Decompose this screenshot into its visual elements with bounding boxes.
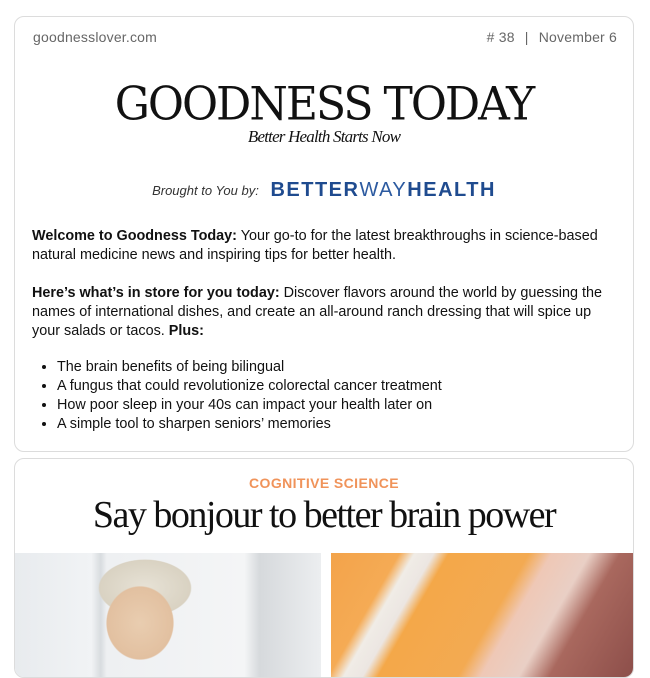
list-item: • A simple tool to sharpen seniors’ memories [57,415,442,434]
list-item: • The brain benefits of being bilingual [57,358,442,377]
plus-bold: Plus: [168,323,204,339]
issue-number: # 38 [486,29,515,45]
tagline: Better Health Starts Now [247,127,401,146]
separator: | [524,29,529,45]
issue-info [487,29,617,45]
store-bold: Here’s what’s in store for you today: [32,285,280,301]
masthead-logo [15,78,633,132]
article-card [14,458,634,678]
article-category: COGNITIVE SCIENCE [249,475,399,491]
store-text: Discover flavors around the world by guessing the names of international dishes, and create an all-around ranch dressing that will spice up your salads or tacos. [32,285,602,339]
brand-text-1: BETTER [270,179,360,201]
sponsor-label: Brought to You by: [152,183,259,198]
intro-text [32,227,611,360]
issue-date: November 6 [538,29,617,45]
list-item: • A fungus that could revolutionize colorectal cancer treatment [57,377,442,396]
brand-text-3: HEALTH [407,179,496,201]
site-link[interactable]: goodnesslover.com [33,29,158,45]
brand-text-2: WAY [359,179,408,201]
woman-photo-image[interactable] [15,553,321,678]
brain-tissue-image[interactable] [331,553,634,678]
logo-text-dots: SS [315,77,372,132]
welcome-paragraph [32,227,611,265]
highlights-list [32,358,442,434]
store-paragraph [32,284,611,341]
intro-card [14,16,634,452]
sponsor-line [15,179,633,202]
welcome-bold: Welcome to Goodness Today: [32,228,237,244]
welcome-text: Your go-to for the latest breakthroughs in science-based natural medicine news and inspiring tips for better health. [32,228,598,263]
newsletter-header [33,29,617,45]
logo-text-2: TODAY [371,77,534,132]
logo-text-1: GOODNE [114,77,316,132]
list-item: • How poor sleep in your 40s can impact your health later on [57,396,442,415]
sponsor-logo[interactable] [270,179,495,202]
article-headline[interactable]: Say bonjour to better brain power [92,494,556,536]
